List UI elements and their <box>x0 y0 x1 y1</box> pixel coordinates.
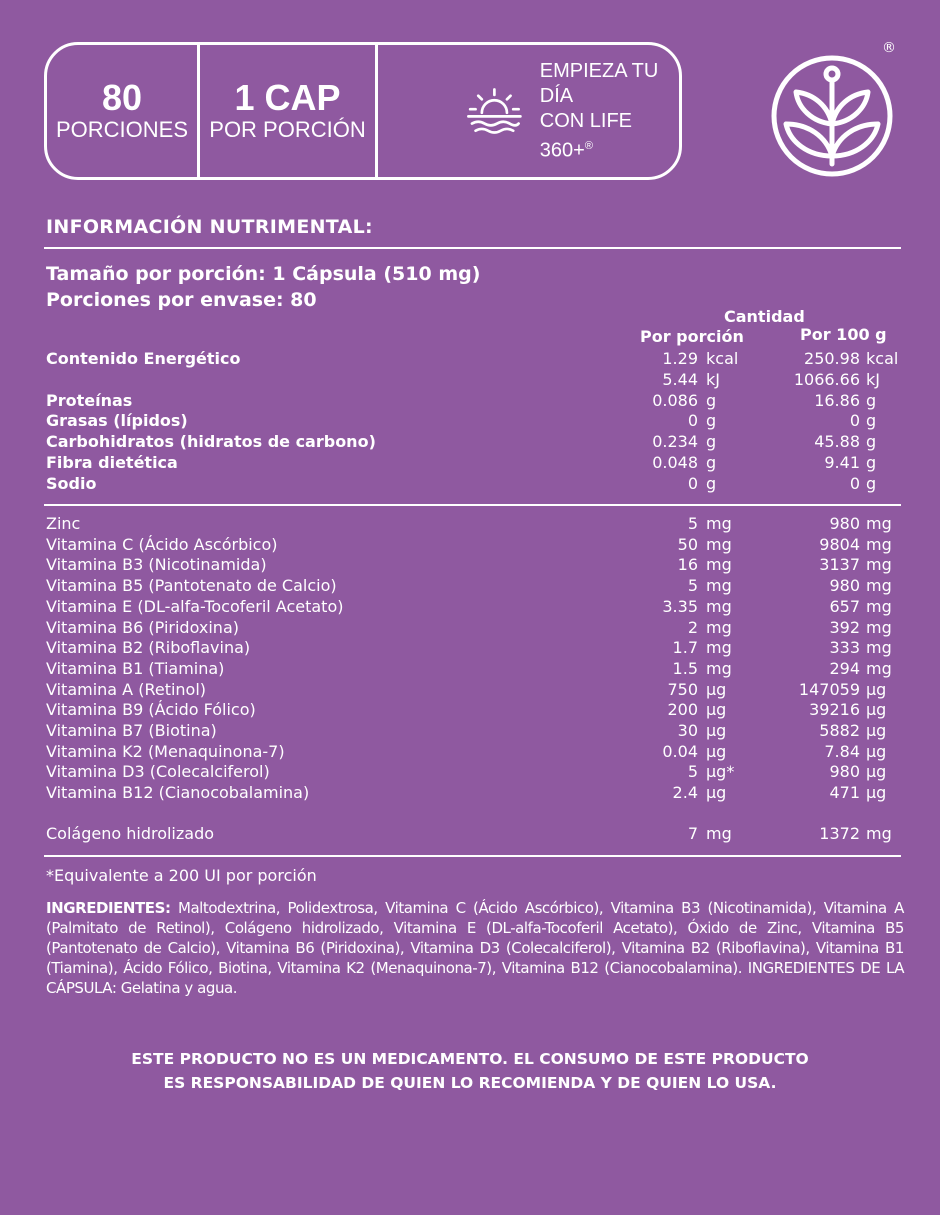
value-per-100g: 980 <box>829 762 860 782</box>
value-per-portion: 1.5 <box>672 658 698 678</box>
unit-per-portion: kJ <box>706 369 720 389</box>
nutrient-label: Vitamina B12 (Cianocobalamina) <box>46 783 310 803</box>
unit-per-portion: mg <box>706 824 732 843</box>
value-per-100g: 657 <box>829 596 860 616</box>
value-per-portion: 7 <box>687 824 698 843</box>
nutrient-label: Colágeno hidrolizado <box>46 824 215 843</box>
value-per-portion: 5.44 <box>662 369 698 389</box>
unit-per-portion: g <box>706 453 717 472</box>
nutrition-title: INFORMACIÓN NUTRIMENTAL: <box>46 216 373 238</box>
slogan-registered-mark: ® <box>584 139 593 152</box>
table-row <box>0 391 940 411</box>
nutrient-label: Vitamina B2 (Riboflavina) <box>46 638 251 658</box>
ingredients-paragraph <box>46 898 904 998</box>
table-row <box>0 349 940 369</box>
value-per-100g: 1372 <box>819 824 860 843</box>
table-row <box>0 618 940 638</box>
unit-per-100g: g <box>866 453 877 472</box>
disclaimer <box>0 1047 940 1095</box>
value-per-100g: 0 <box>849 411 860 431</box>
unit-per-portion: mg <box>706 638 732 658</box>
portions-label: PORCIONES <box>55 117 189 142</box>
capsule-number: 1 CAP <box>234 77 341 118</box>
unit-per-100g: g <box>866 390 877 410</box>
table-row <box>0 576 940 596</box>
unit-per-100g: µg <box>866 783 887 803</box>
value-per-portion: 0 <box>687 411 698 431</box>
unit-per-portion: mg <box>706 576 732 596</box>
value-per-portion: 2.4 <box>672 783 698 803</box>
sunrise-icon <box>463 83 526 139</box>
unit-per-portion: µg <box>706 679 727 699</box>
value-per-portion: 200 <box>667 700 698 720</box>
value-per-100g: 39216 <box>809 700 860 720</box>
unit-per-portion: g <box>706 411 717 431</box>
unit-per-100g: mg <box>866 534 892 554</box>
value-per-100g: 980 <box>829 576 860 596</box>
unit-per-portion: g <box>706 473 717 493</box>
value-per-100g: 980 <box>829 514 860 533</box>
table-row <box>0 659 940 679</box>
unit-per-100g: µg <box>866 721 887 740</box>
disclaimer-line1: ESTE PRODUCTO NO ES UN MEDICAMENTO. EL CONSUMO DE ESTE PRODUCTO <box>131 1050 809 1068</box>
nutrient-label: Vitamina B1 (Tiamina) <box>46 658 225 678</box>
value-per-100g: 392 <box>829 617 860 637</box>
table-row-collagen <box>0 824 940 844</box>
unit-per-100g: mg <box>866 555 892 575</box>
value-per-100g: 333 <box>829 638 860 658</box>
value-per-100g: 9.41 <box>824 453 860 472</box>
value-per-portion: 5 <box>687 514 698 533</box>
servings-per-container: Porciones por envase: 80 <box>46 289 317 311</box>
nutrient-label: Vitamina C (Ácido Ascórbico) <box>46 534 278 554</box>
table-row <box>0 453 940 473</box>
value-per-100g: 471 <box>829 783 860 803</box>
nutrient-label: Proteínas <box>46 390 133 410</box>
column-group-header: Cantidad <box>724 307 805 326</box>
unit-per-portion: g <box>706 432 717 452</box>
value-per-portion: 0.048 <box>652 453 698 472</box>
unit-per-portion: µg* <box>706 762 735 782</box>
nutrient-label: Carbohidratos (hidratos de carbono) <box>46 432 376 452</box>
unit-per-100g: g <box>866 432 877 452</box>
ingredients-heading: INGREDIENTES: <box>46 899 171 917</box>
table-row <box>0 638 940 658</box>
unit-per-100g: kcal <box>866 349 899 368</box>
value-per-portion: 0.04 <box>662 741 698 761</box>
table-row <box>0 370 940 390</box>
nutrient-label: Vitamina B9 (Ácido Fólico) <box>46 700 256 720</box>
unit-per-100g: mg <box>866 576 892 596</box>
value-per-portion: 2 <box>687 617 698 637</box>
nutrient-label: Fibra dietética <box>46 453 178 472</box>
portions-cell <box>47 45 197 177</box>
value-per-100g: 7.84 <box>824 741 860 761</box>
value-per-portion: 1.7 <box>672 638 698 658</box>
table-row <box>0 474 940 494</box>
nutrient-label: Vitamina D3 (Colecalciferol) <box>46 762 270 782</box>
divider-line <box>44 855 901 857</box>
value-per-100g: 294 <box>829 658 860 678</box>
unit-per-100g: g <box>866 473 877 493</box>
value-per-100g: 147059 <box>798 679 860 699</box>
table-row <box>0 680 940 700</box>
value-per-100g: 5882 <box>819 721 860 740</box>
value-per-portion: 0 <box>687 473 698 493</box>
value-per-100g: 16.86 <box>814 390 860 410</box>
unit-per-100g: µg <box>866 762 887 782</box>
divider-line <box>44 247 901 249</box>
serving-size: Tamaño por porción: 1 Cápsula (510 mg) <box>46 263 481 285</box>
unit-per-portion: mg <box>706 514 732 533</box>
unit-per-100g: µg <box>866 679 887 699</box>
value-per-portion: 50 <box>677 534 698 554</box>
box-divider <box>375 45 378 177</box>
value-per-portion: 5 <box>687 762 698 782</box>
capsule-label: POR PORCIÓN <box>209 117 366 142</box>
unit-per-portion: mg <box>706 596 732 616</box>
unit-per-portion: mg <box>706 555 732 575</box>
value-per-portion: 3.35 <box>662 596 698 616</box>
value-per-100g: 45.88 <box>814 432 860 452</box>
value-per-portion: 30 <box>677 721 698 740</box>
unit-per-100g: g <box>866 411 877 431</box>
plant-logo-icon <box>768 52 896 180</box>
table-row <box>0 762 940 782</box>
capsule-cell <box>200 45 375 177</box>
ingredients-text: Maltodextrina, Polidextrosa, Vitamina C (Ácido Ascórbico), Vitamina B3 (Nicotinamida), Vitamina A (Palmitato de Retinol), Colágeno hidrolizado, Vitamina E (DL-alfa-Tocoferil Acetato), Óxido de Zinc, Vitamina B5 (Pantotenato de Calcio), Vitamina B6 (Piridoxina), Vitamina D3 (Colecalciferol), Vitamina B2 (Riboflavina), Vitamina B1 (Tiamina), Ácido Fólico, Biotina, Vitamina K2 (Menaquinona-7), Vitamina B12 (Cianocobalamina). INGREDIENTES DE LA CÁPSULA: Gelatina y agua. <box>46 899 904 997</box>
table-row <box>0 555 940 575</box>
unit-per-portion: kcal <box>706 349 739 368</box>
nutrient-label: Contenido Energético <box>46 349 241 368</box>
value-per-portion: 5 <box>687 576 698 596</box>
unit-per-100g: µg <box>866 700 887 720</box>
nutrient-label: Vitamina K2 (Menaquinona-7) <box>46 741 285 761</box>
table-row <box>0 742 940 762</box>
slogan-cell <box>421 45 681 177</box>
table-row <box>0 432 940 452</box>
portion-info-box <box>44 42 682 180</box>
nutrient-label: Vitamina B7 (Biotina) <box>46 721 217 740</box>
unit-per-portion: mg <box>706 658 732 678</box>
value-per-portion: 1.29 <box>662 349 698 368</box>
value-per-100g: 1066.66 <box>793 369 860 389</box>
unit-per-portion: mg <box>706 534 732 554</box>
value-per-100g: 0 <box>849 473 860 493</box>
unit-per-portion: g <box>706 390 717 410</box>
unit-per-100g: kJ <box>866 369 880 389</box>
table-row <box>0 700 940 720</box>
table-row <box>0 535 940 555</box>
unit-per-100g: mg <box>866 658 892 678</box>
nutrient-label: Vitamina A (Retinol) <box>46 679 207 699</box>
value-per-portion: 750 <box>667 679 698 699</box>
table-row <box>0 597 940 617</box>
unit-per-100g: mg <box>866 824 892 843</box>
column-header-per-100g: Por 100 g <box>800 325 887 344</box>
table-row <box>0 411 940 431</box>
unit-per-100g: mg <box>866 596 892 616</box>
disclaimer-line2: ES RESPONSABILIDAD DE QUIEN LO RECOMIENDA Y DE QUIEN LO USA. <box>163 1074 777 1092</box>
unit-per-100g: µg <box>866 741 887 761</box>
nutrient-label: Zinc <box>46 514 81 533</box>
table-row <box>0 783 940 803</box>
footnote: *Equivalente a 200 UI por porción <box>46 866 317 885</box>
portions-number: 80 <box>101 77 143 118</box>
unit-per-portion: µg <box>706 741 727 761</box>
value-per-portion: 0.086 <box>652 390 698 410</box>
slogan-text <box>540 59 681 164</box>
unit-per-portion: µg <box>706 700 727 720</box>
registered-mark: ® <box>882 40 896 56</box>
unit-per-portion: mg <box>706 617 732 637</box>
unit-per-100g: mg <box>866 617 892 637</box>
value-per-portion: 0.234 <box>652 432 698 452</box>
table-row <box>0 721 940 741</box>
unit-per-portion: µg <box>706 721 727 740</box>
table-row <box>0 514 940 534</box>
nutrient-label: Vitamina B5 (Pantotenato de Calcio) <box>46 576 337 596</box>
value-per-100g: 3137 <box>819 555 860 575</box>
nutrient-label: Vitamina B3 (Nicotinamida) <box>46 555 267 575</box>
unit-per-100g: mg <box>866 514 892 533</box>
nutrient-label: Vitamina E (DL-alfa-Tocoferil Acetato) <box>46 596 344 616</box>
value-per-100g: 9804 <box>819 534 860 554</box>
unit-per-100g: mg <box>866 638 892 658</box>
slogan-line1: EMPIEZA TU DÍA <box>539 59 659 107</box>
nutrient-label: Vitamina B6 (Piridoxina) <box>46 617 239 637</box>
unit-per-portion: µg <box>706 783 727 803</box>
value-per-100g: 250.98 <box>804 349 860 368</box>
slogan-line2: CON LIFE 360+ <box>539 109 633 162</box>
value-per-portion: 16 <box>677 555 698 575</box>
nutrient-label: Grasas (lípidos) <box>46 411 188 431</box>
divider-line <box>44 504 901 506</box>
nutrient-label: Sodio <box>46 473 97 493</box>
column-header-per-portion: Por porción <box>640 327 744 346</box>
